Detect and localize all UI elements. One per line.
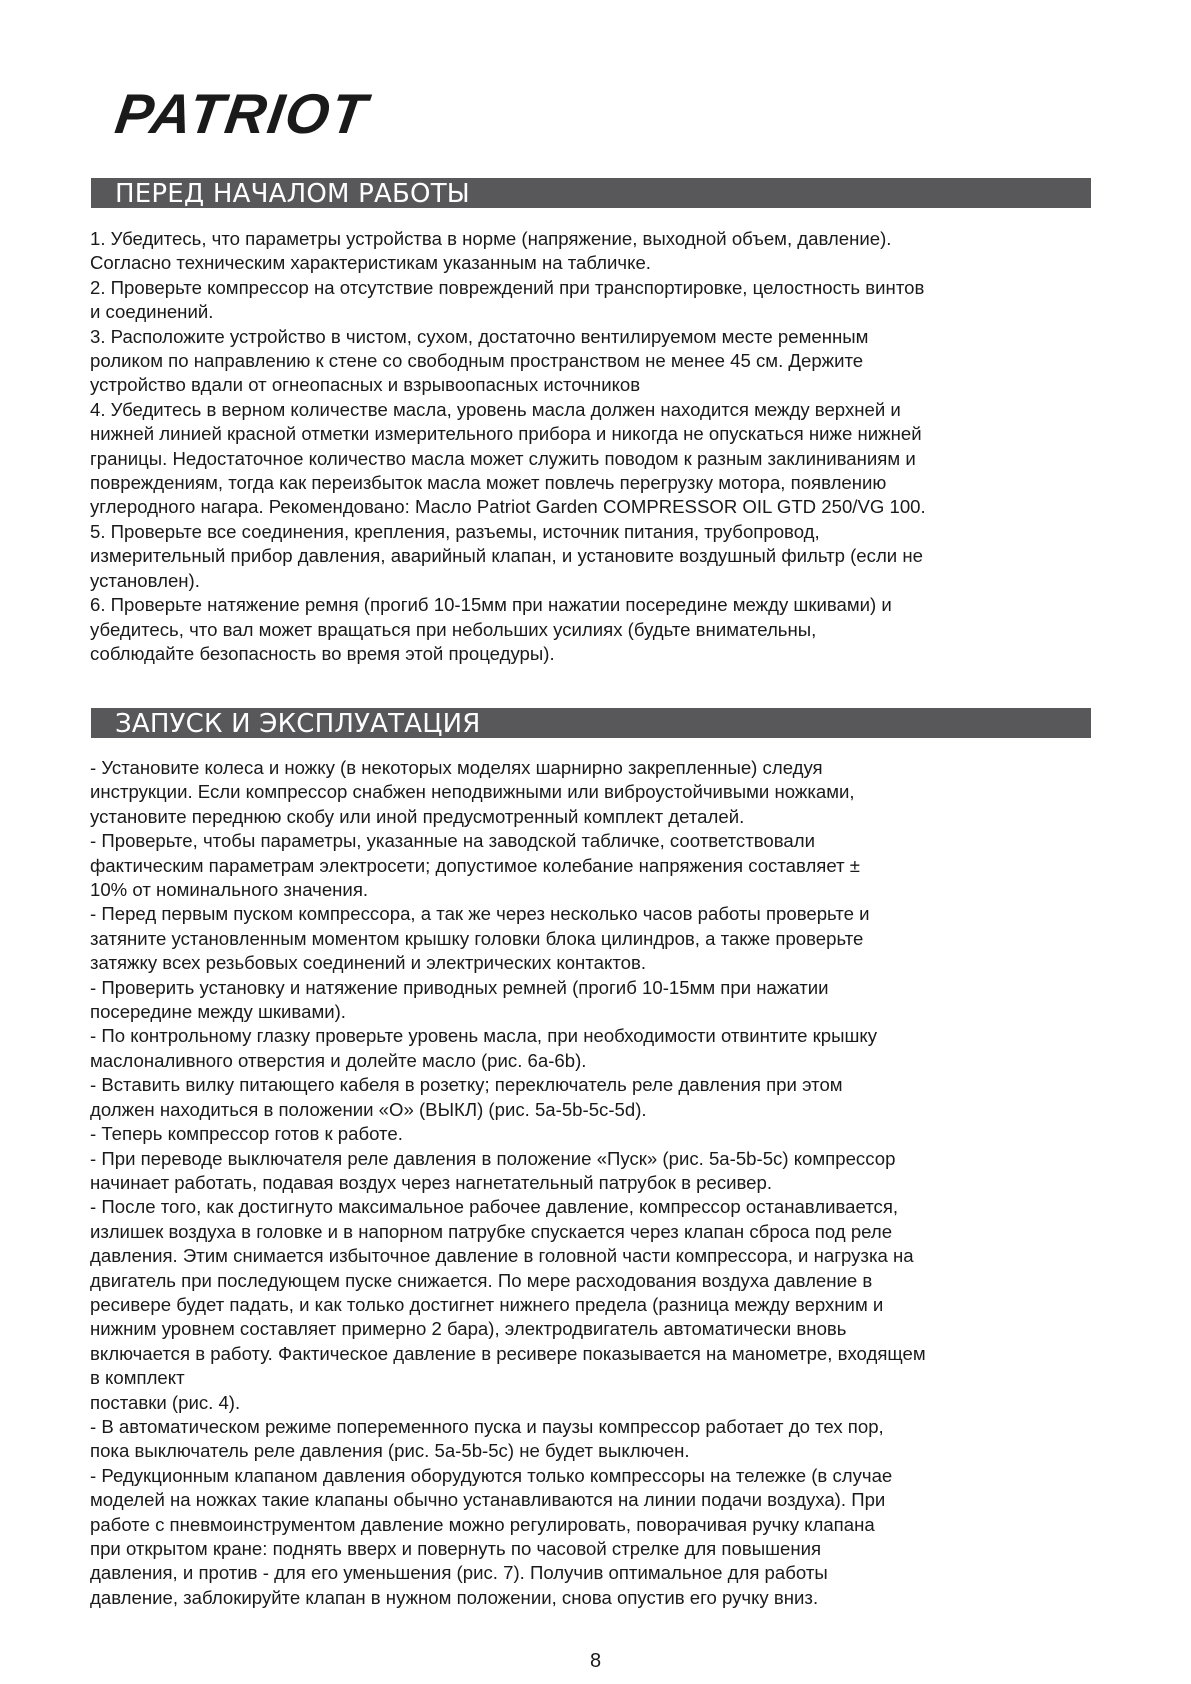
text-line: установлен). — [90, 569, 200, 591]
text-line: 5. Проверьте все соединения, крепления, разъемы, источник питания, трубопровод, — [90, 520, 820, 542]
text-line: 10% от номинального значения. — [90, 879, 369, 901]
text-line: нижним уровнем составляет примерно 2 бара), электродвигатель автоматически вновь — [90, 1318, 847, 1340]
text-line: 6. Проверьте натяжение ремня (прогиб 10-15мм при нажатии посередине между шкивами) и — [90, 594, 892, 616]
text-line: 2. Проверьте компрессор на отсутствие повреждений при транспортировке, целостность винтов — [90, 276, 925, 298]
text-line: поставки (рис. 4). — [90, 1391, 241, 1413]
text-line: пока выключатель реле давления (рис. 5a-5b-5c) не будет выключен. — [90, 1440, 690, 1462]
section-header-before-work — [91, 178, 1091, 208]
text-line: фактическим параметрам электросети; допустимое колебание напряжения составляет ± — [90, 854, 860, 876]
text-line: и соединений. — [90, 301, 214, 323]
text-line: границы. Недостаточное количество масла может служить поводом к разным заклиниваниям и — [90, 447, 916, 469]
logo-text: PATRIOT — [111, 82, 372, 145]
text-line: при открытом кране: поднять вверх и повернуть по часовой стрелке для повышения — [90, 1538, 822, 1559]
text-line: 1. Убедитесь, что параметры устройства в норме (напряжение, выходной объем, давление). — [90, 228, 892, 249]
text-line: - Вставить вилку питающего кабеля в розетку; переключатель реле давления при этом — [90, 1074, 843, 1096]
text-line: установите переднюю скобу или иной предусмотренный комплект деталей. — [90, 805, 745, 827]
text-line: затяжку всех резьбовых соединений и электрических контактов. — [90, 952, 647, 974]
text-line: углеродного нагара. Рекомендовано: Масло Patriot Garden COMPRESSOR OIL GTD 250/VG 100. — [90, 496, 926, 518]
section-title: ПЕРЕД НАЧАЛОМ РАБОТЫ — [115, 179, 470, 209]
text-line: моделей на ножках такие клапаны обычно устанавливаются на линии подачи воздуха). При — [90, 1489, 886, 1511]
text-line: - Редукционным клапаном давления оборудуются только компрессоры на тележке (в случае — [90, 1464, 893, 1486]
text-line: - При переводе выключателя реле давления в положение «Пуск» (рис. 5a-5b-5c) компрессор — [90, 1147, 896, 1169]
text-line: давления, и против - для его уменьшения (рис. 7). Получив оптимальное для работы — [90, 1562, 828, 1584]
text-line: давление, заблокируйте клапан в нужном положении, снова опустив его ручку вниз. — [90, 1586, 819, 1608]
text-line: - Перед первым пуском компрессора, а так же через несколько часов работы проверьте и — [90, 903, 870, 925]
text-line: затяните установленным моментом крышку головки блока цилиндров, а также проверьте — [90, 927, 864, 949]
text-line: - В автоматическом режиме попеременного пуска и паузы компрессор работает до тех пор, — [90, 1415, 884, 1437]
text-line: 4. Убедитесь в верном количестве масла, уровень масла должен находится между верхней и — [90, 398, 901, 420]
brand-logo — [111, 82, 372, 145]
text-line: повреждениям, тогда как переизбыток масла может повлечь перегрузку мотора, появлению — [90, 472, 887, 494]
text-line: - Теперь компрессор готов к работе. — [90, 1123, 403, 1145]
text-line: роликом по направлению к стене со свободным пространством не менее 45 см. Держите — [90, 350, 864, 372]
text-line: инструкции. Если компрессор снабжен неподвижными или виброустойчивыми ножками, — [90, 781, 855, 803]
text-line: излишек воздуха в головке и в напорном патрубке спускается через клапан сброса под реле — [90, 1220, 893, 1242]
text-line: ресивере будет падать, и как только достигнет нижнего предела (разница между верхним и — [90, 1293, 884, 1315]
text-line: - Проверить установку и натяжение приводных ремней (прогиб 10-15мм при нажатии — [90, 976, 829, 998]
text-line: убедитесь, что вал может вращаться при небольших усилиях (будьте внимательны, — [90, 618, 817, 640]
text-line: должен находиться в положении «О» (ВЫКЛ) (рис. 5a-5b-5c-5d). — [90, 1098, 647, 1120]
text-line: устройство вдали от огнеопасных и взрывоопасных источников — [90, 374, 641, 396]
page-number: 8 — [589, 1650, 602, 1672]
section-body-before-work — [90, 227, 1095, 666]
text-line: Согласно техническим характеристикам указанным на табличке. — [90, 252, 651, 274]
text-line: посередине между шкивами). — [90, 1001, 346, 1023]
text-line: маслоналивного отверстия и долейте масло (рис. 6a-6b). — [90, 1049, 587, 1071]
section-body-startup-operation — [90, 756, 1095, 1610]
text-line: 3. Расположите устройство в чистом, сухом, достаточно вентилируемом месте ременным — [90, 325, 869, 347]
text-line: соблюдайте безопасность во время этой процедуры). — [90, 642, 555, 664]
text-line: - После того, как достигнуто максимальное рабочее давление, компрессор останавливается, — [90, 1196, 899, 1218]
text-line: давления. Этим снимается избыточное давление в головной части компрессора, и нагрузка на — [90, 1245, 914, 1267]
section-title: ЗАПУСК И ЭКСПЛУАТАЦИЯ — [115, 709, 481, 739]
text-line: - По контрольному глазку проверьте уровень масла, при необходимости отвинтите крышку — [90, 1025, 878, 1047]
text-line: включается в работу. Фактическое давление в ресивере показывается на манометре, входящем — [90, 1342, 926, 1364]
text-line: начинает работать, подавая воздух через нагнетательный патрубок в ресивер. — [90, 1171, 773, 1193]
section-header-startup-operation — [91, 708, 1091, 738]
text-line: нижней линией красной отметки измерительного прибора и никогда не опускаться ниже нижней — [90, 423, 922, 445]
text-line: - Проверьте, чтобы параметры, указанные на заводской табличке, соответствовали — [90, 830, 815, 852]
text-line: - Установите колеса и ножку (в некоторых моделях шарнирно закрепленные) следуя — [90, 757, 823, 778]
text-line: работе с пневмоинструментом давление можно регулировать, поворачивая ручку клапана — [90, 1513, 875, 1535]
text-line: измерительный прибор давления, аварийный клапан, и установите воздушный фильтр (если не — [90, 545, 923, 567]
text-line: в комплект — [90, 1367, 185, 1389]
text-line: двигатель при последующем пуске снижается. По мере расходования воздуха давление в — [90, 1269, 873, 1291]
